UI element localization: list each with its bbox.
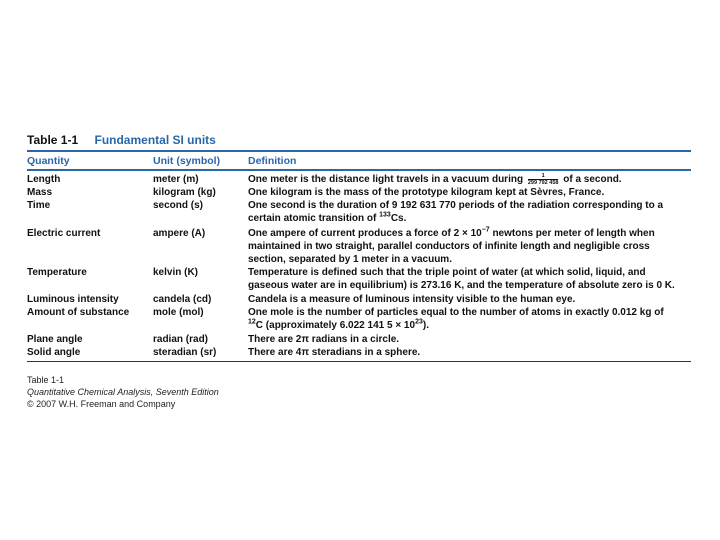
definition-text: certain atomic transition of (248, 213, 380, 224)
header-quantity: Quantity (27, 155, 70, 167)
bottom-rule (27, 361, 691, 362)
quantity-solid-angle: Solid angle (27, 347, 81, 358)
quantity-luminous-intensity: Luminous intensity (27, 294, 119, 305)
definition-temperature-line1: Temperature is defined such that the triple point of water (at which solid, liquid, and (248, 267, 646, 278)
quantity-amount-of-substance: Amount of substance (27, 307, 130, 318)
fraction-denominator: 299 792 458 (527, 180, 559, 186)
superscript: −7 (481, 226, 490, 234)
definition-solid-angle: There are 4π steradians in a sphere. (248, 347, 421, 358)
definition-temperature-line2: gaseous water are in equilibrium) is 273.16 K, and the temperature of absolute zero is 0 K. (248, 280, 675, 291)
quantity-electric-current: Electric current (27, 228, 101, 239)
definition-luminous-intensity: Candela is a measure of luminous intensity visible to the human eye. (248, 294, 576, 305)
definition-text: ). (422, 320, 429, 331)
unit-solid-angle: steradian (sr) (153, 347, 217, 358)
quantity-length: Length (27, 174, 61, 185)
unit-amount-of-substance: mole (mol) (153, 307, 204, 318)
definition-current-line2: maintained in two straight, parallel conductors of infinite length and negligible cross (248, 241, 650, 252)
caption-book-title: Quantitative Chemical Analysis, Seventh Edition (27, 387, 219, 397)
superscript: 133 (379, 211, 391, 219)
caption-table-number: Table 1-1 (27, 375, 65, 385)
unit-mass: kilogram (kg) (153, 187, 216, 198)
definition-mole-line2 (248, 319, 429, 332)
fraction-numerator: 1 (528, 173, 559, 180)
unit-luminous-intensity: candela (cd) (153, 294, 212, 305)
definition-text: Cs. (390, 213, 407, 224)
caption-copyright: © 2007 W.H. Freeman and Company (27, 399, 176, 409)
definition-time-line2 (248, 212, 406, 225)
top-rule (27, 150, 691, 152)
header-unit: Unit (symbol) (153, 155, 221, 167)
definition-text: newtons per meter of length when (489, 228, 655, 239)
definition-text: of a second. (563, 174, 622, 186)
quantity-plane-angle: Plane angle (27, 334, 83, 345)
header-definition: Definition (248, 155, 297, 167)
definition-mole-line1: One mole is the number of particles equal to the number of atoms in exactly 0.012 kg of (248, 307, 664, 318)
unit-plane-angle: radian (rad) (153, 334, 209, 345)
quantity-time: Time (27, 200, 51, 211)
definition-length (248, 173, 622, 186)
definition-current-line3: section, separated by 1 meter in a vacuum. (248, 254, 452, 265)
quantity-temperature: Temperature (27, 267, 87, 278)
definition-time-line1: One second is the duration of 9 192 631 770 periods of the radiation corresponding to a (248, 200, 664, 211)
table-title (27, 133, 216, 149)
quantity-mass: Mass (27, 187, 53, 198)
definition-mass: One kilogram is the mass of the prototype kilogram kept at Sèvres, France. (248, 187, 605, 198)
fraction (528, 173, 559, 186)
definition-text: One meter is the distance light travels in a vacuum during (248, 174, 524, 186)
table-number: Table 1-1 (27, 133, 79, 147)
definition-text: One ampere of current produces a force of 2 × 10 (248, 228, 482, 239)
unit-temperature: kelvin (K) (153, 267, 199, 278)
unit-length: meter (m) (153, 174, 199, 185)
definition-current-line1 (248, 227, 655, 240)
definition-plane-angle: There are 2π radians in a circle. (248, 334, 400, 345)
superscript: 23 (415, 318, 423, 326)
superscript: 12 (248, 318, 256, 326)
unit-time: second (s) (153, 200, 204, 211)
definition-text: C (approximately 6.022 141 5 × 10 (255, 320, 416, 331)
unit-electric-current: ampere (A) (153, 228, 206, 239)
header-rule (27, 169, 691, 171)
table-name: Fundamental SI units (94, 133, 216, 147)
